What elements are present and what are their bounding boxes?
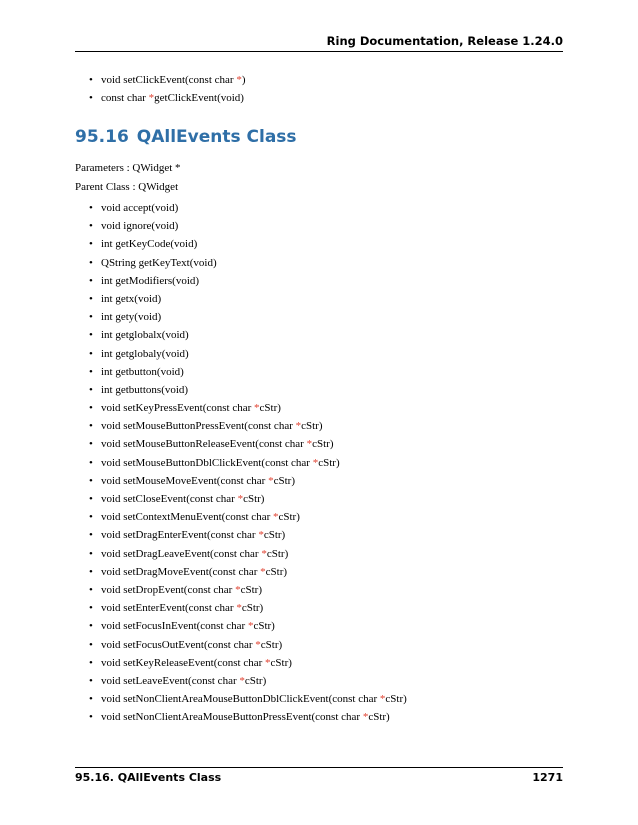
list-item	[89, 672, 407, 690]
list-item	[89, 708, 407, 726]
method-text: void setNonClientAreaMouseButtonPressEvent(const char	[101, 711, 363, 724]
list-item	[89, 563, 407, 581]
section-heading[interactable]	[75, 127, 297, 147]
pointer-star: *	[312, 456, 319, 469]
method-text: void setDropEvent(const char	[101, 583, 236, 596]
method-text-tail: cStr)	[318, 456, 340, 469]
method-text: void setMouseButtonDblClickEvent(const char	[101, 456, 313, 469]
method-text: int getbuttons(void)	[101, 383, 189, 396]
parameters-line: Parameters : QWidget *	[75, 162, 181, 174]
method-text: QString getKeyText(void)	[101, 256, 217, 269]
pointer-star: *	[258, 529, 264, 542]
footer-rule	[75, 767, 563, 768]
method-text: int getKeyCode(void)	[101, 238, 198, 251]
method-text: int gety(void)	[101, 311, 162, 324]
pointer-star: *	[236, 74, 242, 86]
bullet-icon: •	[89, 202, 93, 214]
method-text: void setClickEvent(const char	[101, 74, 237, 86]
list-item	[89, 490, 407, 508]
method-text: void setFocusInEvent(const char	[101, 620, 248, 633]
pointer-star: *	[273, 511, 279, 524]
bullet-icon: •	[89, 347, 93, 360]
list-item	[89, 217, 407, 235]
running-header: Ring Documentation, Release 1.24.0	[326, 34, 563, 48]
list-item	[89, 617, 407, 635]
list-item	[89, 545, 407, 563]
method-text-tail: cStr)	[259, 402, 281, 415]
list-item	[89, 199, 407, 217]
list-item	[89, 254, 407, 272]
pointer-star: *	[239, 674, 245, 687]
pointer-star: *	[235, 583, 241, 596]
top-method-list	[89, 71, 246, 107]
method-text-tail: cStr)	[301, 420, 323, 433]
bullet-icon: •	[89, 511, 93, 524]
list-item	[89, 363, 407, 381]
bullet-icon: •	[89, 365, 93, 378]
bullet-icon: •	[89, 456, 93, 469]
method-text-tail: cStr)	[265, 565, 288, 578]
method-text: int getbutton(void)	[101, 365, 184, 378]
list-item	[89, 272, 407, 290]
list-item	[89, 417, 407, 435]
pointer-star: *	[265, 656, 271, 669]
method-text: const char	[101, 92, 149, 105]
pointer-star: *	[379, 693, 386, 706]
method-text-tail: cStr)	[273, 474, 295, 487]
list-item	[89, 89, 246, 107]
method-text: void accept(void)	[101, 202, 179, 214]
pointer-star: *	[260, 565, 266, 578]
bullet-icon: •	[89, 74, 93, 86]
list-item	[89, 508, 407, 526]
bullet-icon: •	[89, 547, 93, 560]
bullet-icon: •	[89, 656, 93, 669]
method-text-tail: cStr)	[253, 620, 275, 633]
method-text: void setMouseMoveEvent(const char	[101, 474, 269, 487]
method-text: void setKeyReleaseEvent(const char	[101, 656, 266, 669]
bullet-icon: •	[89, 493, 93, 505]
method-text-tail: cStr)	[241, 602, 264, 615]
bullet-icon: •	[89, 220, 93, 233]
bullet-icon: •	[89, 693, 93, 706]
list-item	[89, 454, 407, 472]
pointer-star: *	[254, 402, 260, 415]
method-text: void setEnterEvent(const char	[101, 602, 237, 615]
bullet-icon: •	[89, 474, 93, 487]
method-text: int getModifiers(void)	[101, 274, 200, 287]
section-title: QAllEvents Class	[136, 127, 297, 147]
method-text: int getx(void)	[101, 292, 162, 305]
pointer-star: *	[237, 493, 244, 505]
bullet-icon: •	[89, 583, 93, 596]
list-item	[89, 526, 407, 544]
bullet-icon: •	[89, 638, 93, 651]
bullet-icon: •	[89, 711, 93, 724]
list-item	[89, 71, 246, 89]
list-item	[89, 308, 407, 326]
bullet-icon: •	[89, 383, 93, 396]
method-text: void ignore(void)	[101, 220, 179, 233]
list-item	[89, 235, 407, 253]
page-number: 1271	[532, 771, 563, 784]
method-text-tail: cStr)	[244, 674, 267, 687]
method-text-tail: cStr)	[240, 583, 262, 596]
list-item	[89, 472, 407, 490]
pointer-star: *	[295, 420, 302, 433]
bullet-icon: •	[89, 602, 93, 615]
method-text-tail: cStr)	[312, 438, 334, 451]
bullet-icon: •	[89, 292, 93, 305]
list-item	[89, 345, 407, 363]
method-text: void setLeaveEvent(const char	[101, 674, 240, 687]
parent-class-line: Parent Class : QWidget	[75, 181, 179, 193]
list-item	[89, 399, 407, 417]
pointer-star: *	[261, 547, 267, 560]
method-text: int getglobaly(void)	[101, 347, 189, 360]
method-text-tail: )	[241, 74, 246, 86]
bullet-icon: •	[89, 256, 93, 269]
method-text: void setDragMoveEvent(const char	[101, 565, 261, 578]
list-item	[89, 690, 407, 708]
list-item	[89, 581, 407, 599]
method-text-tail: cStr)	[266, 547, 289, 560]
bullet-icon: •	[89, 402, 93, 415]
method-text: void setNonClientAreaMouseButtonDblClickEvent(const char	[101, 693, 380, 706]
method-list	[89, 199, 407, 726]
bullet-icon: •	[89, 329, 93, 342]
pointer-star: *	[306, 438, 313, 451]
method-text: void setCloseEvent(const char	[101, 493, 238, 505]
method-text: void setMouseButtonPressEvent(const char	[101, 420, 296, 433]
method-text: void setMouseButtonReleaseEvent(const char	[101, 438, 307, 451]
list-item	[89, 654, 407, 672]
method-text: void setKeyPressEvent(const char	[101, 402, 255, 415]
bullet-icon: •	[89, 92, 93, 105]
list-item	[89, 435, 407, 453]
method-text: void setDragLeaveEvent(const char	[101, 547, 262, 560]
list-item	[89, 636, 407, 654]
pointer-star: *	[236, 602, 242, 615]
method-text-tail: cStr)	[263, 529, 286, 542]
bullet-icon: •	[89, 674, 93, 687]
pointer-star: *	[247, 620, 254, 633]
method-text: int getglobalx(void)	[101, 329, 189, 342]
bullet-icon: •	[89, 620, 93, 633]
header-rule	[75, 51, 563, 52]
bullet-icon: •	[89, 438, 93, 451]
method-text-tail: getClickEvent(void)	[154, 92, 244, 105]
method-text: void setContextMenuEvent(const char	[101, 511, 273, 524]
method-text: void setDragEnterEvent(const char	[101, 529, 259, 542]
bullet-icon: •	[89, 529, 93, 542]
method-text-tail: cStr)	[243, 493, 265, 505]
bullet-icon: •	[89, 238, 93, 251]
method-text-tail: cStr)	[260, 638, 283, 651]
pointer-star: *	[268, 474, 274, 487]
list-item	[89, 599, 407, 617]
list-item	[89, 326, 407, 344]
pointer-star: *	[148, 92, 155, 105]
list-item	[89, 290, 407, 308]
section-number: 95.16	[75, 127, 129, 147]
bullet-icon: •	[89, 311, 93, 324]
method-text-tail: cStr)	[368, 711, 390, 724]
list-item	[89, 381, 407, 399]
bullet-icon: •	[89, 420, 93, 433]
pointer-star: *	[255, 638, 261, 651]
method-text: void setFocusOutEvent(const char	[101, 638, 256, 651]
pointer-star: *	[362, 711, 369, 724]
bullet-icon: •	[89, 565, 93, 578]
method-text-tail: cStr)	[270, 656, 292, 669]
bullet-icon: •	[89, 274, 93, 287]
method-text-tail: cStr)	[278, 511, 300, 524]
method-text-tail: cStr)	[385, 693, 407, 706]
footer-section[interactable]: 95.16. QAllEvents Class	[75, 771, 222, 784]
